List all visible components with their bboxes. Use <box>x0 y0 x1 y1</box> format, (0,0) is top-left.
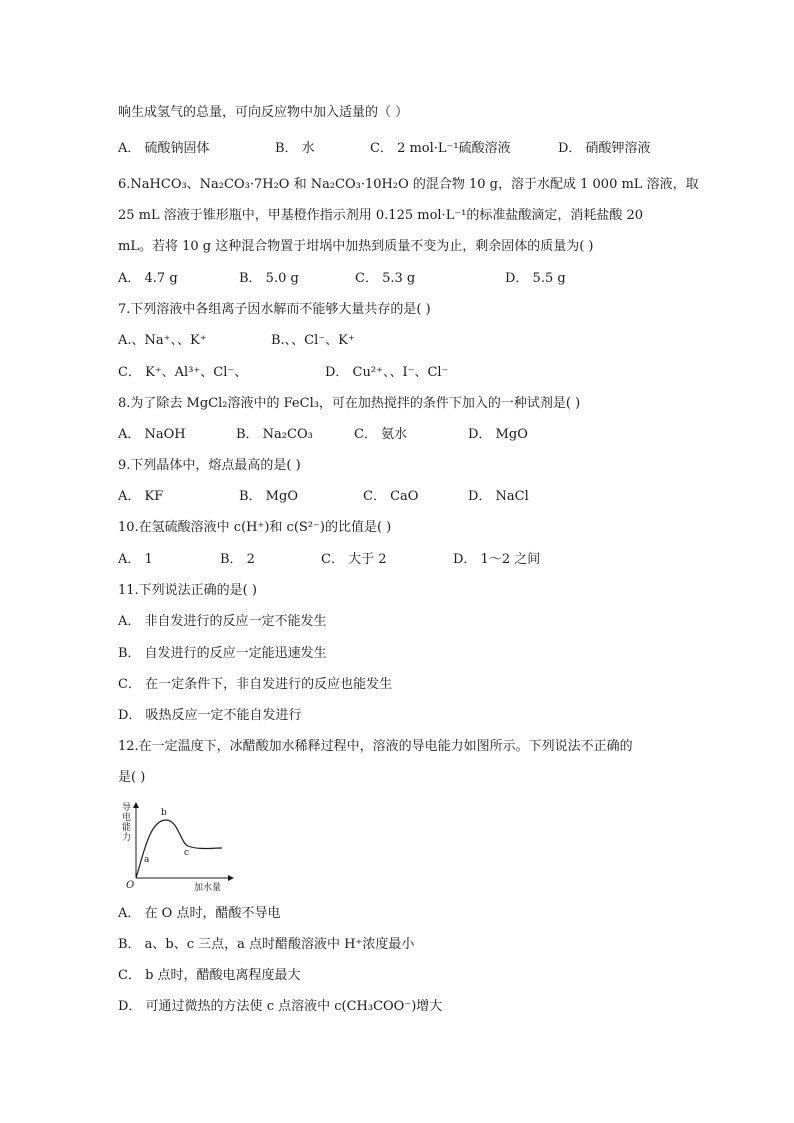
q10-option-a: A． 1 <box>118 552 153 567</box>
q6-option-c: C． 5.3 g <box>355 271 416 286</box>
x-axis-label: 加水量 <box>194 883 222 892</box>
q9-option-b: B． MgO <box>239 489 298 504</box>
q12-stem-line1: 12.在一定温度下，冰醋酸加水稀释过程中，溶液的导电能力如图所示。下列说法不正确的 <box>118 739 633 754</box>
q11-option-b: B． 自发进行的反应一定能迅速发生 <box>118 646 327 661</box>
q11-stem: 11.下列说法正确的是( ) <box>118 583 257 598</box>
y-axis-arrow <box>133 802 139 808</box>
q6-option-a: A． 4.7 g <box>118 271 178 286</box>
q5-option-a: A． 硫酸钠固体 <box>118 141 210 156</box>
q9-option-a: A． KF <box>118 489 164 504</box>
q12-option-b: B． a、b、c 三点，a 点时醋酸溶液中 H⁺浓度最小 <box>118 937 415 952</box>
q8-option-a: A． NaOH <box>118 427 186 442</box>
q12-option-d: D． 可通过微热的方法使 c 点溶液中 c(CH₃COO⁻)增大 <box>118 999 443 1014</box>
q10-stem: 10.在氢硫酸溶液中 c(H⁺)和 c(S²⁻)的比值是( ) <box>118 520 392 535</box>
q5-stem-tail: 响生成氢气的总量，可向反应物中加入适量的（ ） <box>118 105 409 120</box>
q10-option-c: C． 大于 2 <box>321 552 387 567</box>
y-label-char-2: 电 <box>122 813 132 823</box>
q7-option-a: A.、Na⁺、、K⁺ <box>118 333 207 348</box>
q11-option-a: A． 非自发进行的反应一定不能发生 <box>118 614 327 629</box>
q8-stem: 8.为了除去 MgCl₂溶液中的 FeCl₃，可在加热搅拌的条件下加入的一种试剂是( ) <box>118 396 581 411</box>
q6-stem-line3: mL。若将 10 g 这种混合物置于坩埚中加热到质量不变为止，剩余固体的质量为( ) <box>118 239 594 254</box>
point-a-label: a <box>144 855 150 865</box>
q9-option-c: C． CaO <box>363 489 419 504</box>
conductivity-curve <box>136 820 222 878</box>
conductivity-graph <box>120 800 236 892</box>
q6-option-b: B． 5.0 g <box>239 271 299 286</box>
q7-option-d: D． Cu²⁺、、I⁻、Cl⁻ <box>325 365 449 380</box>
q5-option-b: B． 水 <box>275 141 315 156</box>
q7-option-c: C． K⁺、Al³⁺、Cl⁻、 <box>118 365 248 380</box>
origin-label: O <box>126 880 135 891</box>
q11-option-c: C． 在一定条件下，非自发进行的反应也能发生 <box>118 677 393 692</box>
q12-option-a: A． 在 O 点时，醋酸不导电 <box>118 906 281 921</box>
q8-option-c: C． 氨水 <box>354 427 408 442</box>
q9-option-d: D． NaCl <box>468 489 529 504</box>
q6-stem-line1: 6.NaHCO₃、Na₂CO₃·7H₂O 和 Na₂CO₃·10H₂O 的混合物 10 g，溶于水配成 1 000 mL 溶液，取 <box>118 177 699 192</box>
q7-stem: 7.下列溶液中各组离子因水解而不能够大量共存的是( ) <box>118 302 431 317</box>
point-b-label: b <box>161 808 167 818</box>
q6-stem-line2: 25 mL 溶液于锥形瓶中，甲基橙作指示剂用 0.125 mol·L⁻¹的标准盐酸滴定，消耗盐酸 20 <box>118 208 644 223</box>
q9-stem: 9.下列晶体中，熔点最高的是( ) <box>118 458 301 473</box>
q12-option-c: C． b 点时，醋酸电离程度最大 <box>118 968 301 983</box>
q12-stem-line2: 是( ) <box>118 770 146 785</box>
point-c-label: c <box>184 848 190 858</box>
q11-option-d: D． 吸热反应一定不能自发进行 <box>118 708 302 723</box>
q8-option-d: D． MgO <box>468 427 528 442</box>
q10-option-b: B． 2 <box>220 552 255 567</box>
q6-option-d: D． 5.5 g <box>505 271 566 286</box>
y-label-char-1: 导 <box>122 803 132 813</box>
x-axis-arrow <box>228 875 234 881</box>
q8-option-b: B． Na₂CO₃ <box>236 427 313 442</box>
q7-option-b: B.、、Cl⁻、K⁺ <box>271 333 355 348</box>
q5-option-d: D． 硝酸钾溶液 <box>558 141 651 156</box>
q5-option-c: C． 2 mol·L⁻¹硫酸溶液 <box>370 141 511 156</box>
y-label-char-3: 能 <box>122 823 132 833</box>
q10-option-d: D． 1～2 之间 <box>453 552 541 567</box>
y-label-char-4: 力 <box>122 833 132 843</box>
